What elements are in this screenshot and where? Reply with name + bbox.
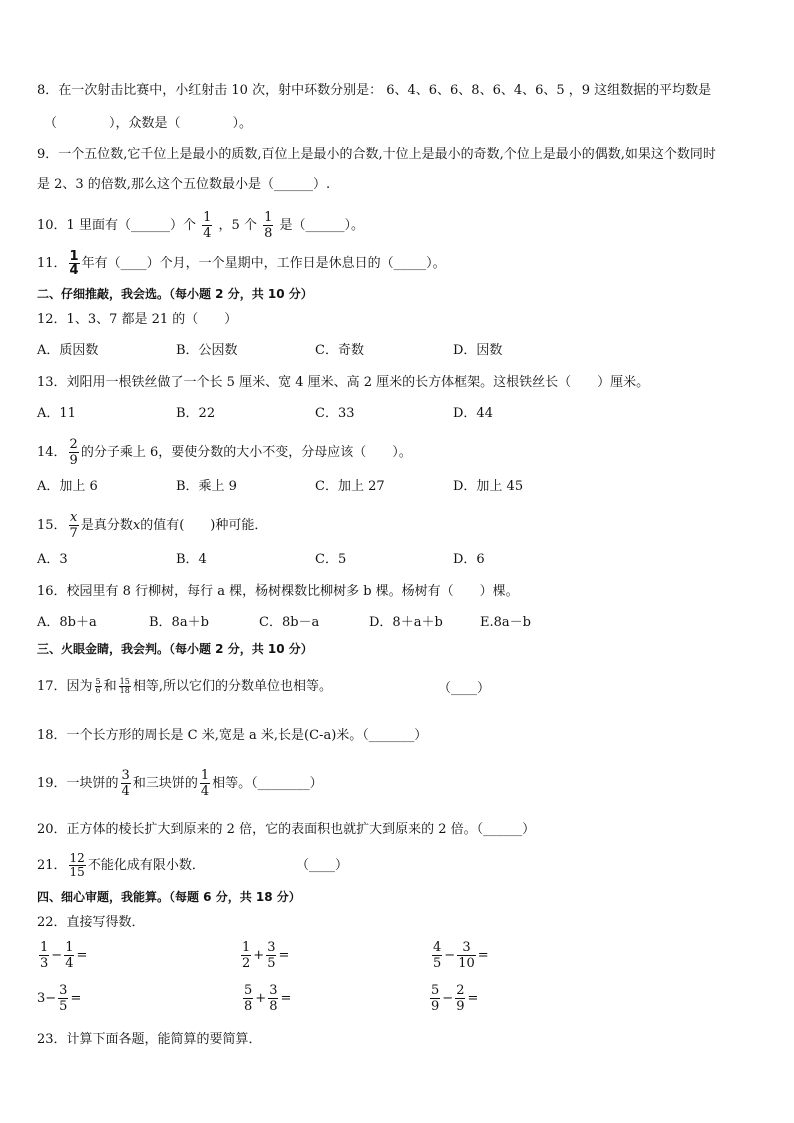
- q18: 18．一个长方形的周长是 C 米,宽是 a 米,长是(C-a)米。（_______）: [37, 728, 428, 743]
- q22-item-4: 3− $\frac{3}{5}$ =: [37, 983, 82, 1014]
- q12-option-d: D．因数: [453, 343, 503, 358]
- q17-text-a: 17．因为: [37, 679, 93, 694]
- q21: [37, 852, 205, 879]
- q17: [37, 678, 332, 696]
- q22-item-6: $\frac{5}{9}$ − $\frac{2}{9}$ =: [431, 983, 479, 1014]
- q12-option-c: C．奇数: [315, 343, 364, 358]
- q23: 23．计算下面各题，能简算的要简算．: [37, 1032, 262, 1047]
- q14-option-c: C．加上 27: [315, 479, 385, 494]
- q8-line1: 8．在一次射击比赛中，小红射击 10 次，射中环数分别是： 6、4、6、6、8、6、4、6、5 ，9 这组数据的平均数是: [37, 83, 712, 98]
- q13-option-a: A．11: [37, 406, 76, 421]
- q15-option-a: A．3: [37, 552, 68, 567]
- q16-option-a: A．8b＋a: [37, 615, 97, 630]
- q21-fraction: $\frac{12}{15}$: [69, 851, 85, 879]
- q22-item-1: $\frac{1}{3}$ − $\frac{1}{4}$ =: [40, 940, 88, 971]
- q19-fraction-1: $\frac{3}{4}$: [121, 768, 130, 799]
- q14-text: 的分子乘上 6，要使分数的大小不变，分母应该（ ）。: [80, 445, 412, 460]
- q12-stem: 12．1、3、7 都是 21 的（ ）: [37, 312, 238, 327]
- q13-option-d: D．44: [453, 406, 493, 421]
- q8-line2: （ ），众数是（ ）。: [44, 116, 253, 131]
- q15-option-d: D．6: [453, 552, 485, 567]
- q11-num: 11．: [37, 256, 67, 271]
- q10: [37, 210, 364, 241]
- q15-variable: x: [132, 518, 141, 533]
- q19: [37, 768, 323, 799]
- q19-fraction-2: $\frac{1}{4}$: [200, 768, 210, 799]
- q12-option-b: B．公因数: [176, 343, 238, 358]
- q15-text-b: 的值有( )种可能．: [140, 518, 268, 533]
- q16-option-b: B．8a＋b: [149, 615, 209, 630]
- q17-text-c: 相等,所以它们的分数单位也相等。: [132, 679, 332, 694]
- q14-option-d: D．加上 45: [453, 479, 524, 494]
- q13-stem: 13．刘阳用一根铁丝做了一个长 5 厘米、宽 4 厘米、高 2 厘米的长方体框架。这根铁丝长（ ）厘米。: [37, 375, 650, 390]
- q15-fraction: $\frac{x}{7}$: [69, 510, 78, 541]
- q15-num: 15．: [37, 518, 67, 533]
- q21-text: 不能化成有限小数．: [87, 858, 205, 873]
- q10-fraction-1: $\frac{1}{4}$: [203, 210, 212, 241]
- q22-item-3: $\frac{4}{5}$ − $\frac{3}{10}$ =: [433, 940, 489, 971]
- q16-option-e: E.8a－b: [480, 615, 531, 630]
- q21-answer-blank[interactable]: （____）: [296, 858, 349, 873]
- q13-option-b: B．22: [176, 406, 216, 421]
- q10-text-c: 是（______）。: [279, 218, 364, 233]
- section-4-heading: 四、细心审题，我能算。（每题 6 分，共 18 分）: [37, 890, 301, 904]
- q20: 20．正方体的棱长扩大到原来的 2 倍，它的表面积也就扩大到原来的 2 倍。（______）: [37, 822, 536, 837]
- q9-line2: 是 2、3 的倍数,那么这个五位数最小是（______）.: [37, 177, 331, 192]
- q14-option-b: B．乘上 9: [176, 479, 237, 494]
- q22-item-5: $\frac{5}{8}$ + $\frac{3}{8}$ =: [244, 983, 292, 1014]
- q17-text-b: 和: [103, 679, 117, 694]
- q22-stem: 22．直接写得数．: [37, 915, 145, 930]
- q17-fraction-2: $\frac{15}{18}$: [119, 677, 130, 695]
- q15-option-b: B．4: [176, 552, 207, 567]
- q12-option-a: A．质因数: [37, 343, 99, 358]
- q13-option-c: C．33: [315, 406, 355, 421]
- q17-fraction-1: $\frac{5}{6}$: [95, 677, 101, 695]
- q15: [37, 510, 267, 541]
- q17-answer-blank[interactable]: （____）: [438, 681, 491, 696]
- q15-text-a: 是真分数: [80, 518, 133, 533]
- q11-text: 年有（____）个月，一个星期中，工作日是休息日的（_____）。: [81, 256, 446, 271]
- q14: [37, 437, 412, 468]
- q21-num: 21．: [37, 858, 67, 873]
- q14-num: 14．: [37, 445, 67, 460]
- q16-option-d: D．8＋a＋b: [369, 615, 443, 630]
- q14-fraction: $\frac{2}{9}$: [69, 437, 78, 468]
- q19-text-a: 19．一块饼的: [37, 776, 119, 791]
- q19-text-b: 和三块饼的: [132, 776, 198, 791]
- q10-text-b: ，5 个: [218, 218, 257, 233]
- section-2-heading: 二、仔细推敲，我会选。（每小题 2 分，共 10 分）: [37, 287, 313, 301]
- q19-text-c: 相等。（________）: [212, 776, 323, 791]
- q16-option-c: C．8b－a: [259, 615, 320, 630]
- q10-text-a: 10．1 里面有（______）个: [37, 218, 196, 233]
- q16-stem: 16．校园里有 8 行柳树，每行 a 棵，杨树棵数比柳树多 b 棵。杨树有（ ）棵。: [37, 584, 519, 599]
- q14-option-a: A．加上 6: [37, 479, 98, 494]
- q9-line1: 9．一个五位数,它千位上是最小的质数,百位上是最小的合数,十位上是最小的奇数,个位上是最小的偶数,如果这个数同时: [37, 147, 716, 162]
- q15-option-c: C．5: [315, 552, 347, 567]
- q11-fraction: $\frac{1}{4}$: [69, 249, 79, 278]
- q10-fraction-2: $\frac{1}{8}$: [264, 210, 273, 241]
- q11: [37, 250, 446, 277]
- q22-item-2: $\frac{1}{2}$ + $\frac{3}{5}$ =: [242, 940, 290, 971]
- section-3-heading: 三、火眼金睛，我会判。（每小题 2 分，共 10 分）: [37, 642, 313, 656]
